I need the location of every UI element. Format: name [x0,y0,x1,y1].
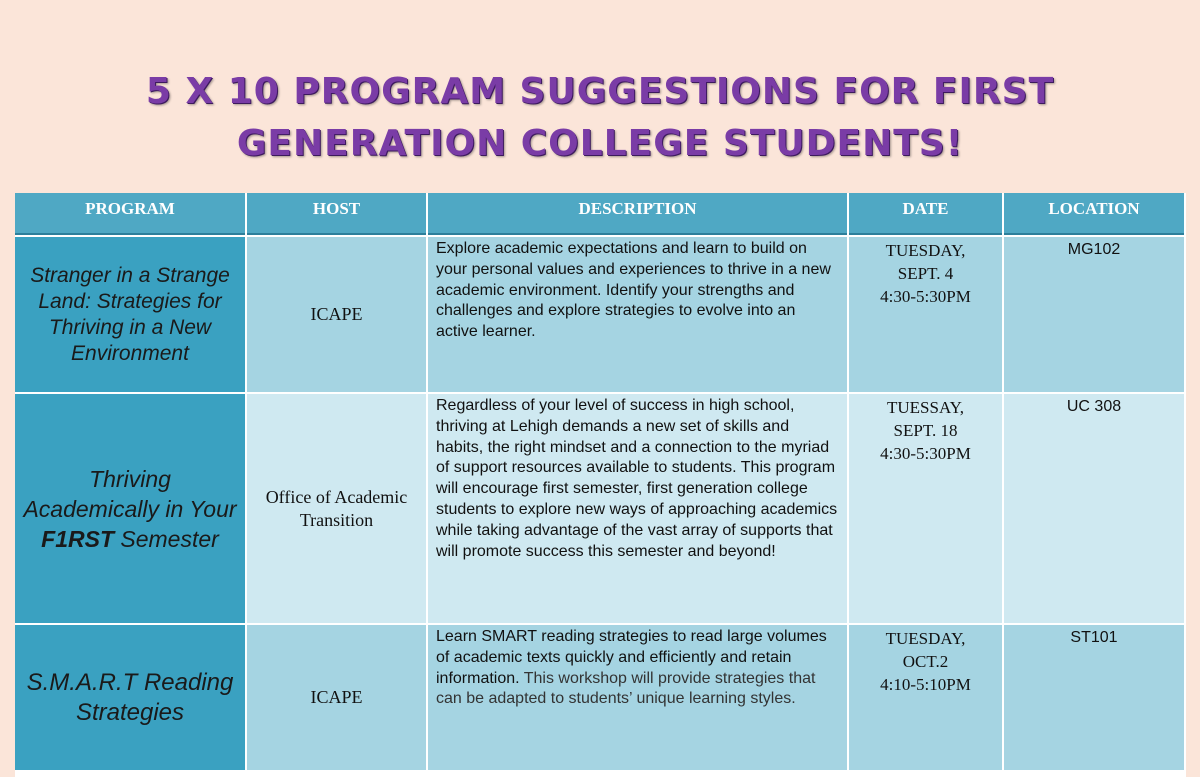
host-name: ICAPE [247,237,428,394]
date-time: 4:10-5:10PM [880,675,971,694]
table-row [15,237,1186,394]
program-date [849,394,1004,625]
program-description: Explore academic expectations and learn to build on your personal values and experiences to thrive in a new academic environment. Identify your strengths and challenges and explore strategies to evolve into an active learner. [428,237,849,394]
program-location: UC 308 [1004,394,1186,625]
program-name-text: Thriving Academically in Your F1RST Semester [23,465,237,552]
program-name [15,394,247,625]
date-day: TUESDAY, [885,241,966,260]
program-location: ST101 [1004,625,1186,772]
page-title [0,66,1200,170]
title-line-2: GENERATION COLLEGE STUDENTS! [236,123,964,164]
header-description: DESCRIPTION [428,193,849,235]
date-date: SEPT. 18 [893,421,958,440]
date-time: 4:30-5:30PM [880,287,971,306]
date-day: TUESSAY, [886,398,964,417]
program-date [849,625,1004,772]
program-table [15,193,1186,777]
program-name-emphasis: F1RST [41,525,114,552]
table-header-row [15,193,1186,235]
date-date: OCT.2 [902,652,949,671]
program-description: Regardless of your level of success in high school, thriving at Lehigh demands a new set of skills and habits, the right mindset and a connection to the myriad of support resources available to students. This program will encourage first semester, first generation college students to explore new ways of approaching academics while taking advantage of the vast array of supports that will promote success this semester and beyond! [428,394,849,625]
program-description [428,625,849,772]
host-name: Office of Academic Transition [247,394,428,625]
title-line-1: 5 X 10 PROGRAM SUGGESTIONS FOR FIRST [145,71,1055,112]
description-text: Learn SMART reading strategies to read large volumes of academic texts quickly and efficiently and retain information. [436,628,827,687]
description-text-secondary: This workshop will provide strategies that can be adapted to students’ unique learning styles. [436,669,816,708]
program-location: MG102 [1004,237,1186,394]
header-host: HOST [247,193,428,235]
date-date: SEPT. 4 [897,264,954,283]
table-row [15,625,1186,772]
date-time: 4:30-5:30PM [880,444,971,463]
header-date: DATE [849,193,1004,235]
program-name: Stranger in a Strange Land: Strategies for Thriving in a New Environment [15,237,247,394]
date-day: TUESDAY, [885,629,966,648]
program-name: S.M.A.R.T Reading Strategies [15,625,247,772]
host-name: ICAPE [247,625,428,772]
program-date [849,237,1004,394]
header-program: PROGRAM [15,193,247,235]
table-row [15,394,1186,625]
header-location: LOCATION [1004,193,1186,235]
